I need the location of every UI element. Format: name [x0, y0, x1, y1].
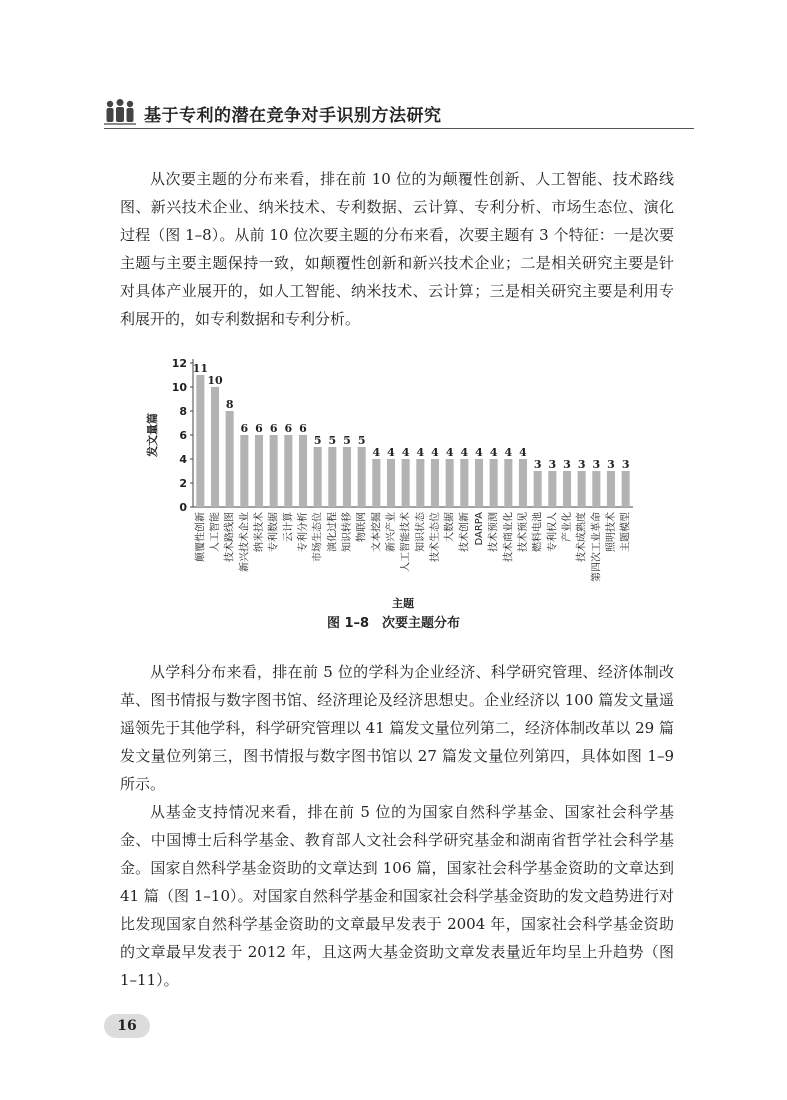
data-label: 4: [489, 446, 498, 459]
category-label: 云计算: [283, 512, 295, 542]
category-label: 主题模型: [620, 511, 632, 552]
bar: [475, 459, 483, 507]
bar: [328, 447, 336, 507]
category-label: DARPA: [474, 512, 485, 546]
data-label: 3: [592, 458, 601, 471]
people-icon: [104, 98, 136, 126]
bar: [460, 459, 468, 507]
category-label: 人工智能: [210, 512, 221, 552]
bar: [578, 471, 586, 507]
bar: [416, 459, 424, 507]
bar: [402, 459, 410, 507]
data-label: 5: [343, 434, 351, 447]
category-label: 产业化: [562, 512, 573, 542]
data-label: 4: [372, 446, 381, 459]
paragraph-fund-support: 从基金支持情况来看，排在前 5 位的为国家自然科学基金、国家社会科学基金、中国博士后科学基金、教育部人文社会科学研究基金和湖南省哲学社会科学基金。国家自然科学基金资助的文章达到 106 篇，国家社会科学基金资助的文章达到 41 篇（图 1–10）。对国家自然科学基金和国家社会科学基金资助的发文趋势进行对比发现国家自然科学基金资助的文章最早发表于 2004 年，国家社会科学基金资助的文章最早发表于 2012 年，且这两大基金资助文章发表量近年均呈上升趋势（图 1–11）。: [120, 803, 674, 989]
bar: [387, 459, 395, 507]
bar: [504, 459, 512, 507]
book-title: 基于专利的潜在竞争对手识别方法研究: [144, 106, 442, 126]
data-label: 4: [401, 446, 410, 459]
category-label: 物联网: [356, 512, 368, 542]
data-label: 6: [284, 422, 293, 435]
bar: [240, 435, 248, 507]
category-label: 知识状态: [415, 512, 427, 552]
data-label: 3: [621, 458, 630, 471]
bar: [431, 459, 439, 507]
bar: [270, 435, 278, 507]
page-number: 16: [104, 1014, 150, 1038]
bar: [592, 471, 600, 507]
category-label: 演化过程: [327, 512, 339, 552]
category-label: 新兴技术企业: [239, 512, 251, 572]
category-label: 技术路线图: [224, 512, 236, 562]
data-label: 3: [563, 458, 571, 471]
category-label: 技术商业化: [503, 512, 515, 562]
category-label: 技术预见: [518, 512, 529, 552]
data-label: 5: [313, 434, 322, 447]
y-tick-label: 12: [171, 357, 187, 370]
data-label: 4: [475, 446, 483, 459]
paragraph-secondary-topics: 从次要主题的分布来看，排在前 10 位的为颠覆性创新、人工智能、技术路线图、新兴技术企业、纳米技术、专利数据、云计算、专利分析、市场生态位、演化过程（图 1–8）。从前 10 位次要主题的分布来看，次要主题有 3 个特征：一是次要主题与主要主题保持一致，如颠覆性创新和新兴技术企业；二是相关研究主要是针对具体产业展开的，如人工智能、纳米技术、云计算；三是相关研究主要是利用专利展开的，如专利数据和专利分析。: [120, 170, 674, 328]
data-label: 10: [207, 374, 223, 387]
bar: [490, 459, 498, 507]
y-axis-title: 发文量篇: [146, 413, 159, 457]
data-label: 4: [460, 446, 469, 459]
bar: [446, 459, 454, 507]
category-label: 纳米技术: [254, 512, 265, 552]
category-label: 专利数据: [268, 512, 280, 552]
data-label: 3: [548, 458, 557, 471]
data-label: 6: [255, 422, 263, 435]
y-tick-label: 4: [179, 453, 187, 466]
category-label: 新兴产业: [386, 512, 397, 552]
data-label: 4: [416, 446, 425, 459]
data-label: 6: [269, 422, 278, 435]
category-label: 专利权人: [547, 512, 559, 552]
data-label: 6: [240, 422, 249, 435]
bar: [358, 447, 366, 507]
bar: [607, 471, 615, 507]
data-label: 8: [225, 398, 234, 411]
bar: [548, 471, 556, 507]
data-label: 11: [192, 362, 208, 375]
category-label: 知识转移: [342, 512, 353, 552]
paragraph-discipline-distribution: 从学科分布来看，排在前 5 位的学科为企业经济、科学研究管理、经济体制改革、图书情报与数字图书馆、经济理论及经济思想史。企业经济以 100 篇发文量遥遥领先于其他学科，科学研究管理以 41 篇发文量位列第二，经济体制改革以 29 篇发文量位列第三，图书情报与数字图书馆以 27 篇发文量位列第四，具体如图 1–9 所示。: [120, 663, 674, 793]
data-label: 4: [431, 446, 439, 459]
bar: [343, 447, 351, 507]
data-label: 6: [299, 422, 307, 435]
bar: [299, 435, 307, 507]
category-label: 技术预测: [488, 512, 500, 552]
data-label: 4: [445, 446, 454, 459]
bar: [255, 435, 263, 507]
category-label: 颠覆性创新: [195, 512, 207, 562]
bar: [519, 459, 527, 507]
bar-chart: [120, 350, 640, 610]
category-label: 人工智能技术: [400, 512, 412, 572]
data-label: 4: [504, 446, 513, 459]
bar: [534, 471, 542, 507]
category-label: 技术生态位: [430, 512, 441, 562]
category-label: 照明技术: [606, 512, 617, 552]
y-tick-label: 8: [179, 405, 187, 418]
category-label: 专利分析: [298, 512, 309, 552]
y-tick-label: 10: [171, 381, 187, 394]
category-label: 文本挖掘: [371, 512, 383, 552]
bar: [563, 471, 571, 507]
figure-caption: 图 1–8 次要主题分布: [326, 616, 461, 631]
y-tick-label: 2: [179, 477, 187, 490]
data-label: 4: [387, 446, 395, 459]
bar: [211, 387, 219, 507]
bar: [284, 435, 292, 507]
category-label: 技术成熟度: [576, 511, 588, 562]
bar: [226, 411, 234, 507]
y-tick-label: 6: [179, 429, 187, 442]
header-divider: [104, 128, 694, 129]
running-header: [104, 96, 694, 132]
category-label: 技术创新: [459, 512, 471, 552]
data-label: 3: [533, 458, 542, 471]
data-label: 3: [577, 458, 586, 471]
x-axis-title: 主题: [392, 597, 414, 610]
data-label: 5: [328, 434, 337, 447]
y-tick-label: 0: [179, 501, 187, 514]
category-label: 第四次工业革命: [591, 512, 603, 582]
category-label: 燃料电池: [532, 512, 544, 552]
data-label: 4: [519, 446, 527, 459]
data-label: 5: [357, 434, 366, 447]
category-label: 市场生态位: [312, 512, 324, 562]
category-label: 大数据: [444, 512, 456, 542]
bar: [622, 471, 630, 507]
bar: [314, 447, 322, 507]
data-label: 3: [607, 458, 615, 471]
bar: [372, 459, 380, 507]
bar: [196, 375, 204, 507]
